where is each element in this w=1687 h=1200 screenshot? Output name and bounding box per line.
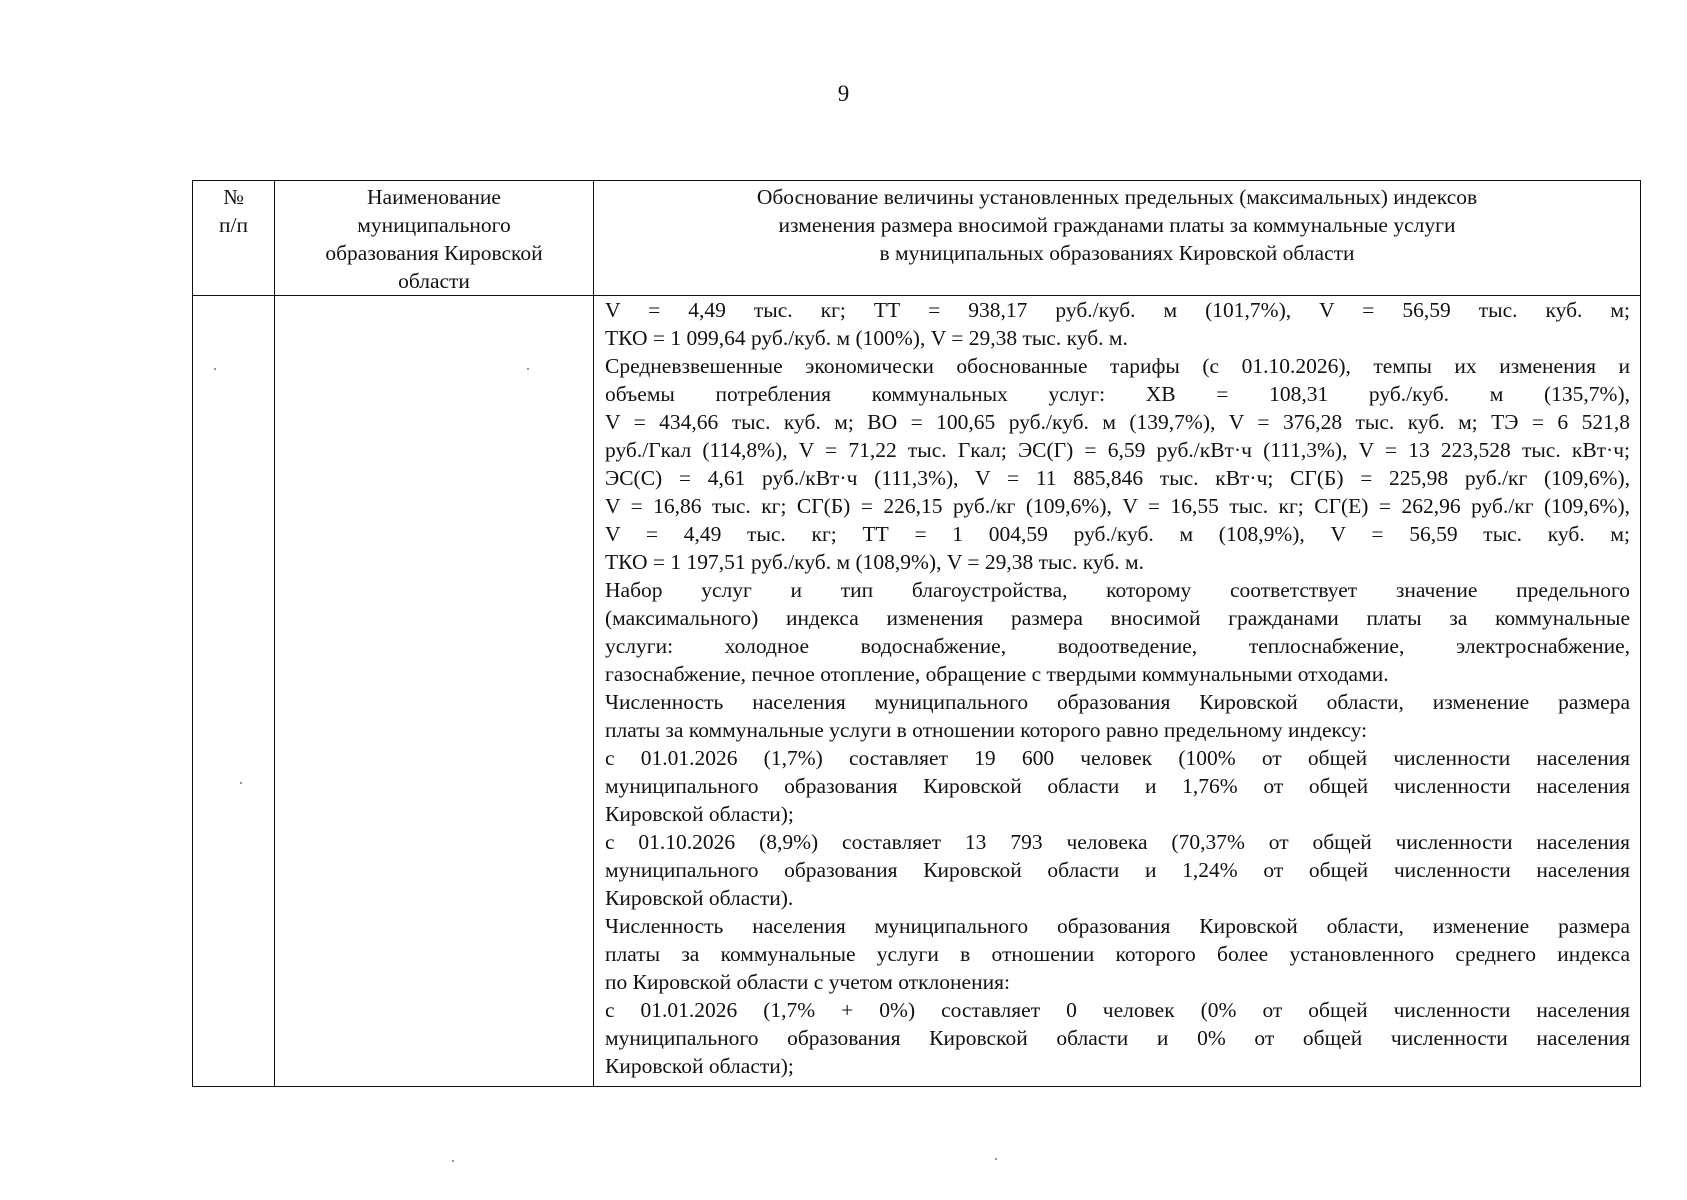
text-line: ТКО = 1 197,51 руб./куб. м (108,9%), V = 29,38 тыс. куб. м. (605, 550, 1144, 574)
header-justification-line: Обоснование величины установленных предельных (максимальных) индексов (756, 185, 1478, 209)
justification-paragraph (605, 576, 1630, 688)
header-number-line: п/п (219, 213, 248, 237)
row-justification-cell (594, 296, 1641, 1087)
text-line: с 01.01.2026 (1,7%) составляет 19 600 человек (100% от общей численности населения (605, 746, 1630, 770)
header-number (193, 181, 275, 296)
text-line: V = 16,86 тыс. кг; СГ(Б) = 226,15 руб./кг (109,6%), V = 16,55 тыс. кг; СГ(Е) = 262,96 руб./кг (109,6%), (605, 494, 1630, 518)
text-line: газоснабжение, печное отопление, обращение с твердыми коммунальными отходами. (605, 662, 1389, 686)
text-line: (максимального) индекса изменения размера вносимой гражданами платы за коммунальные (605, 606, 1630, 630)
justification-paragraph (605, 912, 1630, 996)
text-line: объемы потребления коммунальных услуг: ХВ = 108,31 руб./куб. м (135,7%), (605, 382, 1630, 406)
scan-speck (995, 1158, 997, 1160)
justification-paragraph (605, 352, 1630, 576)
text-line: с 01.10.2026 (8,9%) составляет 13 793 человека (70,37% от общей численности населения (605, 830, 1630, 854)
justification-paragraph (605, 688, 1630, 744)
justification-paragraph (605, 996, 1630, 1080)
header-number-line: № (223, 185, 244, 209)
table-header-row (193, 181, 1641, 296)
text-line: муниципального образования Кировской области и 1,24% от общей численности населения (605, 858, 1630, 882)
text-line: Средневзвешенные экономически обоснованные тарифы (с 01.10.2026), темпы их изменения и (605, 354, 1630, 378)
text-line: муниципального образования Кировской области и 0% от общей численности населения (605, 1026, 1630, 1050)
scan-speck (214, 368, 216, 370)
header-municipality-line: муниципального (357, 213, 511, 237)
text-line: платы за коммунальные услуги в отношении которого более установленного среднего индекса (605, 942, 1630, 966)
scan-speck (452, 1160, 454, 1162)
header-municipality-name (275, 181, 594, 296)
justification-paragraph (605, 828, 1630, 912)
text-line: V = 4,49 тыс. кг; ТТ = 1 004,59 руб./куб. м (108,9%), V = 56,59 тыс. куб. м; (605, 522, 1630, 546)
text-line: Численность населения муниципального образования Кировской области, изменение размера (605, 914, 1630, 938)
scan-speck (527, 368, 529, 370)
text-line: муниципального образования Кировской области и 1,76% от общей численности населения (605, 774, 1630, 798)
text-line: по Кировской области с учетом отклонения: (605, 970, 1010, 994)
page-number: 9 (837, 81, 850, 106)
text-line: Численность населения муниципального образования Кировской области, изменение размера (605, 690, 1630, 714)
text-line: V = 434,66 тыс. куб. м; ВО = 100,65 руб./куб. м (139,7%), V = 376,28 тыс. куб. м; ТЭ = 6 521,8 (605, 410, 1630, 434)
header-municipality-line: образования Кировской (325, 241, 543, 265)
text-line: услуги: холодное водоснабжение, водоотведение, теплоснабжение, электроснабжение, (605, 634, 1630, 658)
text-line: руб./Гкал (114,8%), V = 71,22 тыс. Гкал; ЭС(Г) = 6,59 руб./кВт·ч (111,3%), V = 13 223,528 тыс. кВт·ч; (605, 438, 1630, 462)
text-line: Кировской области); (605, 1054, 794, 1078)
text-line: Кировской области). (605, 886, 794, 910)
justification-text (605, 296, 1630, 1080)
header-justification-line: изменения размера вносимой гражданами платы за коммунальные услуги (778, 213, 1456, 237)
row-municipality-cell (275, 296, 594, 1087)
text-line: ЭС(С) = 4,61 руб./кВт·ч (111,3%), V = 11 885,846 тыс. кВт·ч; СГ(Б) = 225,98 руб./кг (109,6%), (605, 466, 1630, 490)
header-municipality-line: области (398, 269, 470, 293)
justification-table (192, 180, 1641, 1087)
text-line: V = 4,49 тыс. кг; ТТ = 938,17 руб./куб. м (101,7%), V = 56,59 тыс. куб. м; (605, 298, 1630, 322)
text-line: ТКО = 1 099,64 руб./куб. м (100%), V = 29,38 тыс. куб. м. (605, 326, 1128, 350)
justification-paragraph (605, 296, 1630, 352)
text-line: с 01.01.2026 (1,7% + 0%) составляет 0 человек (0% от общей численности населения (605, 998, 1630, 1022)
justification-paragraph (605, 744, 1630, 828)
text-line: Кировской области); (605, 802, 794, 826)
header-justification-line: в муниципальных образованиях Кировской области (879, 241, 1355, 265)
text-line: платы за коммунальные услуги в отношении которого равно предельному индексу: (605, 718, 1368, 742)
header-justification (594, 181, 1641, 296)
row-number-cell (193, 296, 275, 1087)
table-row (193, 296, 1641, 1087)
text-line: Набор услуг и тип благоустройства, которому соответствует значение предельного (605, 578, 1630, 602)
scan-speck (240, 782, 242, 784)
header-municipality-line: Наименование (367, 185, 501, 209)
